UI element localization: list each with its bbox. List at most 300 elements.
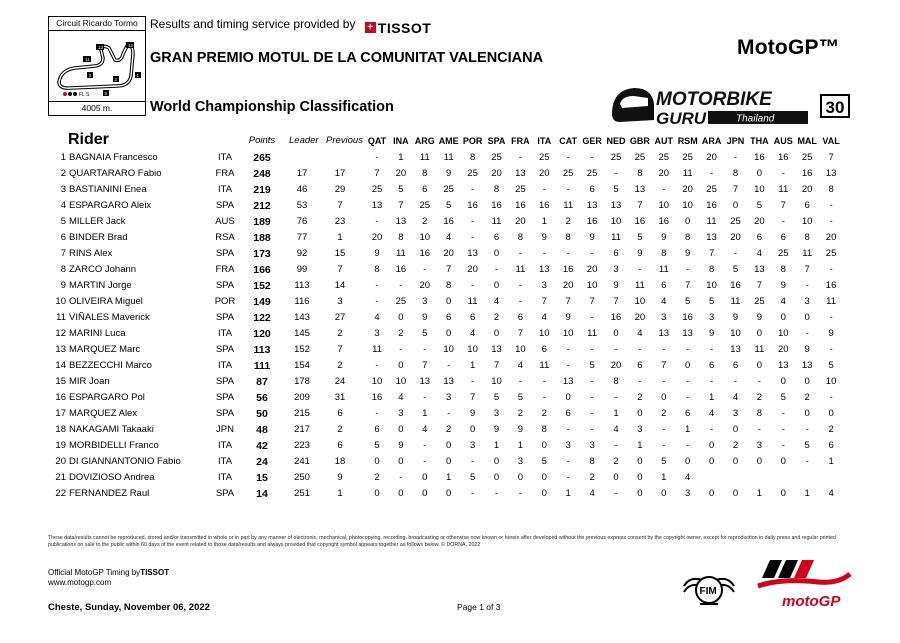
race-points: 11 bbox=[443, 152, 454, 163]
race-points: - bbox=[566, 184, 570, 195]
table-row bbox=[0, 262, 900, 278]
race-points: 25 bbox=[778, 248, 789, 259]
race-points: - bbox=[829, 392, 833, 403]
rider-position: 8 bbox=[60, 264, 66, 275]
header-gp-spa: SPA bbox=[487, 136, 506, 146]
rider-nation: SPA bbox=[215, 408, 235, 419]
rider-name: MORBIDELLI Franco bbox=[69, 440, 159, 451]
race-points: 8 bbox=[756, 408, 763, 419]
rider-nation: SPA bbox=[215, 200, 235, 211]
race-points: 0 bbox=[493, 472, 500, 483]
race-points: 25 bbox=[443, 184, 454, 195]
partner-tag: Thailand bbox=[736, 113, 775, 125]
race-points: 2 bbox=[541, 408, 547, 419]
header-gp-mal: MAL bbox=[797, 136, 817, 146]
rider-name: ZARCO Johann bbox=[69, 264, 137, 275]
timing-credit-prefix: Official MotoGP Timing by bbox=[48, 568, 141, 577]
race-points: 0 bbox=[780, 376, 786, 387]
rider-position: 18 bbox=[55, 424, 66, 435]
gap-to-previous: 31 bbox=[334, 392, 346, 403]
rider-points: 120 bbox=[253, 328, 271, 340]
header-gp-ita: ITA bbox=[537, 136, 552, 146]
race-points: - bbox=[781, 440, 785, 451]
gap-to-previous: 1 bbox=[337, 488, 343, 499]
gap-to-previous: 9 bbox=[337, 472, 343, 483]
section-title: World Championship Classification bbox=[150, 99, 394, 115]
circuit-legend: FL S bbox=[79, 92, 90, 98]
race-points: 0 bbox=[732, 200, 739, 211]
race-points: 6 bbox=[374, 424, 380, 435]
race-points: 13 bbox=[539, 264, 550, 275]
race-points: 13 bbox=[610, 200, 622, 211]
race-points: - bbox=[471, 456, 475, 467]
race-points: 6 bbox=[613, 248, 619, 259]
race-points: 6 bbox=[780, 232, 786, 243]
race-points: 4 bbox=[828, 488, 834, 499]
race-points: 11 bbox=[372, 344, 382, 355]
race-points: - bbox=[423, 392, 427, 403]
race-points: 10 bbox=[515, 344, 526, 355]
gap-to-previous: 18 bbox=[334, 456, 346, 467]
rider-position: 5 bbox=[60, 216, 66, 227]
race-points: - bbox=[614, 440, 618, 451]
race-points: 9 bbox=[398, 440, 404, 451]
race-points: 10 bbox=[539, 328, 550, 339]
race-points: 1 bbox=[828, 456, 834, 467]
rider-points: 188 bbox=[253, 232, 271, 244]
race-points: - bbox=[614, 392, 618, 403]
gap-to-previous: 14 bbox=[334, 280, 346, 291]
race-points: 1 bbox=[493, 440, 500, 451]
race-points: - bbox=[471, 280, 475, 291]
race-points: - bbox=[710, 376, 714, 387]
race-points: 16 bbox=[562, 264, 574, 275]
race-points: 0 bbox=[446, 440, 452, 451]
rider-points: 15 bbox=[256, 472, 268, 484]
race-points: 0 bbox=[493, 248, 500, 259]
header-previous: Previous bbox=[326, 135, 363, 146]
rider-position: 11 bbox=[56, 312, 66, 323]
rider-name: ESPARGARO Pol bbox=[69, 392, 145, 403]
rider-name: RINS Alex bbox=[69, 248, 113, 259]
race-points: - bbox=[399, 280, 403, 291]
race-points: 6 bbox=[828, 440, 834, 451]
table-row bbox=[0, 342, 900, 358]
fim-text: FIM bbox=[699, 586, 717, 597]
race-points: 9 bbox=[493, 424, 500, 435]
race-points: 13 bbox=[778, 360, 789, 371]
race-points: 4 bbox=[469, 328, 476, 339]
race-points: 0 bbox=[493, 456, 500, 467]
race-points: - bbox=[710, 168, 714, 179]
race-points: 25 bbox=[706, 184, 717, 195]
rider-name: ESPARGARO Aleix bbox=[69, 200, 152, 211]
header-points: Points bbox=[248, 135, 276, 146]
table-row bbox=[0, 310, 900, 326]
race-points: 25 bbox=[515, 184, 526, 195]
race-points: 20 bbox=[634, 312, 646, 323]
rider-name: BAGNAIA Francesco bbox=[69, 152, 158, 163]
race-points: 25 bbox=[730, 216, 741, 227]
race-points: - bbox=[686, 376, 690, 387]
header-gp-arg: ARG bbox=[414, 136, 435, 146]
rider-nation: SPA bbox=[215, 488, 235, 499]
race-points: 8 bbox=[613, 376, 619, 387]
race-points: 9 bbox=[708, 328, 715, 339]
race-points: 16 bbox=[515, 200, 526, 211]
race-points: 10 bbox=[730, 328, 741, 339]
race-points: 4 bbox=[589, 488, 595, 499]
gap-to-leader: 99 bbox=[296, 264, 308, 275]
race-points: 8 bbox=[493, 184, 500, 195]
race-points: 4 bbox=[422, 424, 428, 435]
race-points: 20 bbox=[395, 168, 407, 179]
race-points: - bbox=[805, 424, 809, 435]
website-url: www.motogp.com bbox=[48, 578, 112, 587]
race-points: 11 bbox=[634, 280, 645, 291]
table-row bbox=[0, 326, 900, 342]
rider-name: NAKAGAMI Takaaki bbox=[69, 424, 154, 435]
race-points: 9 bbox=[613, 280, 619, 291]
race-points: 0 bbox=[398, 312, 404, 323]
race-points: 2 bbox=[517, 408, 524, 419]
race-points: - bbox=[518, 152, 522, 163]
footer-page-number: Page 1 of 3 bbox=[457, 602, 501, 612]
race-points: 11 bbox=[754, 344, 765, 355]
race-points: 8 bbox=[685, 232, 691, 243]
rider-points: 122 bbox=[253, 312, 271, 324]
race-points: 0 bbox=[708, 488, 715, 499]
rider-position: 1 bbox=[60, 152, 66, 163]
race-points: 11 bbox=[682, 168, 693, 179]
gap-to-previous: 17 bbox=[334, 168, 346, 179]
corner-label: 13 bbox=[98, 45, 104, 50]
race-points: - bbox=[733, 152, 738, 163]
race-points: 9 bbox=[565, 312, 571, 323]
race-points: - bbox=[375, 296, 379, 307]
race-points: 13 bbox=[825, 168, 837, 179]
table-row bbox=[0, 182, 900, 198]
rider-nation: RSA bbox=[215, 232, 235, 243]
gap-to-leader: 92 bbox=[296, 248, 308, 259]
race-points: 13 bbox=[467, 248, 478, 259]
race-points: 11 bbox=[778, 184, 789, 195]
rider-position: 2 bbox=[60, 168, 66, 179]
header-gp-cat: CAT bbox=[559, 136, 578, 146]
race-points: - bbox=[614, 488, 618, 499]
race-points: 6 bbox=[708, 360, 715, 371]
race-points: 8 bbox=[398, 232, 404, 243]
race-points: 0 bbox=[828, 408, 834, 419]
race-points: 5 bbox=[589, 360, 595, 371]
race-points: 2 bbox=[637, 392, 643, 403]
rider-nation: ITA bbox=[217, 328, 233, 339]
race-points: - bbox=[829, 344, 833, 355]
race-points: 2 bbox=[565, 216, 571, 227]
race-points: 7 bbox=[517, 328, 524, 339]
race-points: 1 bbox=[708, 392, 715, 403]
gap-to-leader: 53 bbox=[296, 200, 308, 211]
rider-nation: FRA bbox=[215, 264, 235, 275]
header-gp-gbr: GBR bbox=[629, 136, 650, 146]
gap-to-leader: 223 bbox=[294, 440, 310, 451]
race-points: 8 bbox=[637, 168, 643, 179]
race-points: 13 bbox=[754, 264, 765, 275]
race-points: 1 bbox=[637, 440, 643, 451]
race-points: 0 bbox=[685, 360, 691, 371]
circuit-box bbox=[48, 16, 146, 116]
race-points: - bbox=[423, 264, 427, 275]
race-points: 25 bbox=[539, 152, 550, 163]
rider-position: 6 bbox=[60, 232, 66, 243]
race-points: 5 bbox=[828, 360, 834, 371]
table-row bbox=[0, 214, 900, 230]
race-points: - bbox=[638, 376, 642, 387]
race-points: 25 bbox=[562, 168, 574, 179]
race-points: 4 bbox=[517, 360, 524, 371]
race-points: 10 bbox=[801, 216, 813, 227]
race-points: 7 bbox=[446, 264, 452, 275]
rider-nation: SPA bbox=[215, 376, 235, 387]
race-points: 1 bbox=[469, 360, 476, 371]
race-points: 7 bbox=[565, 296, 571, 307]
race-points: 6 bbox=[422, 184, 428, 195]
race-points: 0 bbox=[422, 472, 428, 483]
race-points: 0 bbox=[637, 488, 643, 499]
race-points: 7 bbox=[708, 248, 715, 259]
rider-nation: SPA bbox=[215, 280, 235, 291]
race-points: 13 bbox=[562, 376, 574, 387]
race-points: 13 bbox=[658, 328, 670, 339]
race-points: 20 bbox=[491, 168, 502, 179]
race-points: 0 bbox=[780, 312, 786, 323]
rider-nation: ITA bbox=[217, 360, 233, 371]
race-points: - bbox=[710, 424, 714, 435]
race-points: 8 bbox=[589, 456, 595, 467]
header-gp-tha: THA bbox=[750, 136, 769, 146]
race-points: 4 bbox=[732, 392, 739, 403]
rider-points: 14 bbox=[256, 488, 268, 500]
table-row bbox=[0, 246, 900, 262]
rider-name: QUARTARARO Fabio bbox=[69, 168, 162, 179]
rider-position: 19 bbox=[55, 440, 66, 451]
race-points: 4 bbox=[756, 248, 763, 259]
race-points: 10 bbox=[706, 280, 717, 291]
race-points: 7 bbox=[828, 152, 834, 163]
table-header-row bbox=[0, 130, 900, 150]
table-body bbox=[0, 150, 900, 502]
race-points: 16 bbox=[443, 216, 454, 227]
race-points: 11 bbox=[730, 296, 741, 307]
partner-line1: MOTORBIKE bbox=[656, 89, 772, 110]
race-points: 3 bbox=[756, 440, 763, 451]
rider-position: 13 bbox=[55, 344, 66, 355]
race-points: 6 bbox=[589, 184, 595, 195]
race-points: 5 bbox=[732, 264, 739, 275]
gap-to-leader: 152 bbox=[294, 344, 310, 355]
race-points: - bbox=[829, 264, 833, 275]
race-points: 13 bbox=[515, 168, 526, 179]
race-points: 25 bbox=[634, 152, 646, 163]
race-points: 0 bbox=[732, 424, 739, 435]
race-points: 2 bbox=[374, 472, 380, 483]
race-points: 5 bbox=[708, 296, 715, 307]
rider-nation: JPN bbox=[216, 424, 234, 435]
rider-nation: ITA bbox=[217, 456, 233, 467]
fim-logo bbox=[680, 570, 738, 610]
race-points: - bbox=[375, 280, 379, 291]
race-points: 13 bbox=[419, 376, 431, 387]
race-points: 10 bbox=[778, 328, 789, 339]
race-points: 3 bbox=[613, 264, 619, 275]
race-points: - bbox=[590, 344, 594, 355]
race-points: 0 bbox=[732, 488, 739, 499]
race-points: 16 bbox=[419, 248, 431, 259]
race-points: - bbox=[590, 424, 594, 435]
race-points: 25 bbox=[825, 248, 837, 259]
rider-position: 7 bbox=[60, 248, 66, 259]
race-points: 8 bbox=[541, 424, 547, 435]
race-points: 2 bbox=[732, 440, 739, 451]
race-points: - bbox=[614, 168, 618, 179]
rider-points: 173 bbox=[253, 248, 271, 260]
tissot-logo bbox=[365, 20, 432, 36]
race-points: - bbox=[590, 392, 594, 403]
race-points: 25 bbox=[491, 152, 502, 163]
rider-nation: FRA bbox=[215, 168, 235, 179]
table-row bbox=[0, 422, 900, 438]
race-points: 0 bbox=[685, 456, 691, 467]
race-points: 3 bbox=[685, 488, 691, 499]
race-points: 7 bbox=[637, 200, 643, 211]
race-points: 2 bbox=[661, 408, 667, 419]
race-points: 3 bbox=[374, 328, 380, 339]
race-points: 0 bbox=[756, 168, 763, 179]
race-points: 9 bbox=[828, 328, 834, 339]
race-points: 16 bbox=[586, 216, 598, 227]
header-gp-val: VAL bbox=[822, 136, 840, 146]
race-points: - bbox=[662, 184, 666, 195]
race-points: 8 bbox=[446, 280, 452, 291]
timing-credit-brand: TISSOT bbox=[140, 568, 170, 577]
race-points: 6 bbox=[565, 408, 571, 419]
race-points: 7 bbox=[661, 360, 667, 371]
race-points: - bbox=[590, 408, 594, 419]
copyright-disclaimer: These data/results cannot be reproduced, stored and/or transmitted in whole or in part by any manner of electronic, mechanical, photocopying, recording, broadcasting or otherwise now known or herein after developed without the previous express consent by the copyright owner, except for reproduction in daily press and regular printed publications on sale to the public within 60 days of the event related to those data/results and always provided that copyright symbol appears together as follows below. © DORNA, 2022 bbox=[48, 535, 836, 548]
race-points: 1 bbox=[446, 472, 452, 483]
race-points: 2 bbox=[613, 456, 619, 467]
race-points: 3 bbox=[422, 296, 428, 307]
race-points: - bbox=[662, 424, 666, 435]
gap-to-leader: 113 bbox=[294, 280, 310, 291]
race-points: 4 bbox=[685, 472, 691, 483]
race-points: - bbox=[590, 376, 594, 387]
race-points: - bbox=[471, 232, 475, 243]
race-points: - bbox=[829, 200, 833, 211]
race-points: 10 bbox=[395, 376, 407, 387]
race-points: 9 bbox=[732, 312, 739, 323]
race-points: 0 bbox=[565, 392, 571, 403]
gap-to-leader: 76 bbox=[296, 216, 308, 227]
table-row bbox=[0, 166, 900, 182]
race-points: 13 bbox=[706, 232, 717, 243]
gap-to-leader: 250 bbox=[294, 472, 310, 483]
gap-to-leader: 143 bbox=[294, 312, 310, 323]
rider-points: 24 bbox=[256, 456, 268, 468]
rider-name: MILLER Jack bbox=[69, 216, 126, 227]
gap-to-previous: 27 bbox=[334, 312, 346, 323]
race-points: 2 bbox=[398, 328, 404, 339]
race-points: 13 bbox=[491, 344, 502, 355]
race-points: 4 bbox=[708, 408, 715, 419]
gap-to-leader: 154 bbox=[294, 360, 310, 371]
race-points: 20 bbox=[778, 344, 789, 355]
gap-to-previous: 23 bbox=[334, 216, 346, 227]
race-points: 20 bbox=[825, 232, 837, 243]
race-points: 0 bbox=[780, 456, 786, 467]
race-points: - bbox=[542, 376, 546, 387]
rider-nation: AUS bbox=[215, 216, 235, 227]
race-points: 9 bbox=[446, 168, 452, 179]
tissot-brand: TISSOT bbox=[377, 19, 432, 36]
race-points: 16 bbox=[730, 280, 741, 291]
race-points: 4 bbox=[374, 312, 380, 323]
race-points: 13 bbox=[443, 376, 454, 387]
race-points: 25 bbox=[586, 168, 598, 179]
rider-position: 20 bbox=[55, 456, 66, 467]
race-points: - bbox=[733, 248, 738, 259]
race-points: 0 bbox=[780, 488, 786, 499]
race-points: 3 bbox=[661, 312, 667, 323]
race-points: 1 bbox=[756, 488, 763, 499]
rider-position: 16 bbox=[55, 392, 66, 403]
race-points: 20 bbox=[539, 168, 550, 179]
event-title: GRAN PREMIO MOTUL DE LA COMUNITAT VALENCIANA bbox=[150, 50, 544, 66]
race-points: 11 bbox=[539, 360, 550, 371]
race-points: 16 bbox=[801, 168, 813, 179]
race-points: 16 bbox=[395, 264, 407, 275]
gap-to-previous: 24 bbox=[334, 376, 346, 387]
rider-name: VIÑALES Maverick bbox=[69, 312, 150, 323]
header-gp-ara: ARA bbox=[701, 136, 722, 146]
corner-label: 3 bbox=[88, 73, 92, 78]
race-points: - bbox=[399, 472, 403, 483]
race-points: 25 bbox=[610, 152, 622, 163]
race-points: - bbox=[638, 264, 642, 275]
race-points: 9 bbox=[756, 312, 763, 323]
race-points: 10 bbox=[371, 376, 383, 387]
race-points: 20 bbox=[515, 216, 526, 227]
race-points: 0 bbox=[446, 456, 452, 467]
race-points: - bbox=[590, 248, 594, 259]
rider-points: 219 bbox=[253, 184, 271, 196]
race-points: 20 bbox=[658, 168, 670, 179]
rider-nation: SPA bbox=[215, 312, 235, 323]
race-points: - bbox=[662, 376, 666, 387]
table-row bbox=[0, 374, 900, 390]
race-points: 4 bbox=[661, 296, 667, 307]
race-points: - bbox=[566, 360, 570, 371]
race-points: - bbox=[733, 376, 738, 387]
race-points: 16 bbox=[658, 216, 670, 227]
race-points: 2 bbox=[756, 392, 763, 403]
race-points: - bbox=[518, 376, 522, 387]
gap-to-previous: 2 bbox=[337, 328, 343, 339]
race-points: 9 bbox=[517, 424, 524, 435]
race-points: - bbox=[518, 248, 522, 259]
race-points: 10 bbox=[586, 280, 598, 291]
race-points: 16 bbox=[491, 200, 502, 211]
